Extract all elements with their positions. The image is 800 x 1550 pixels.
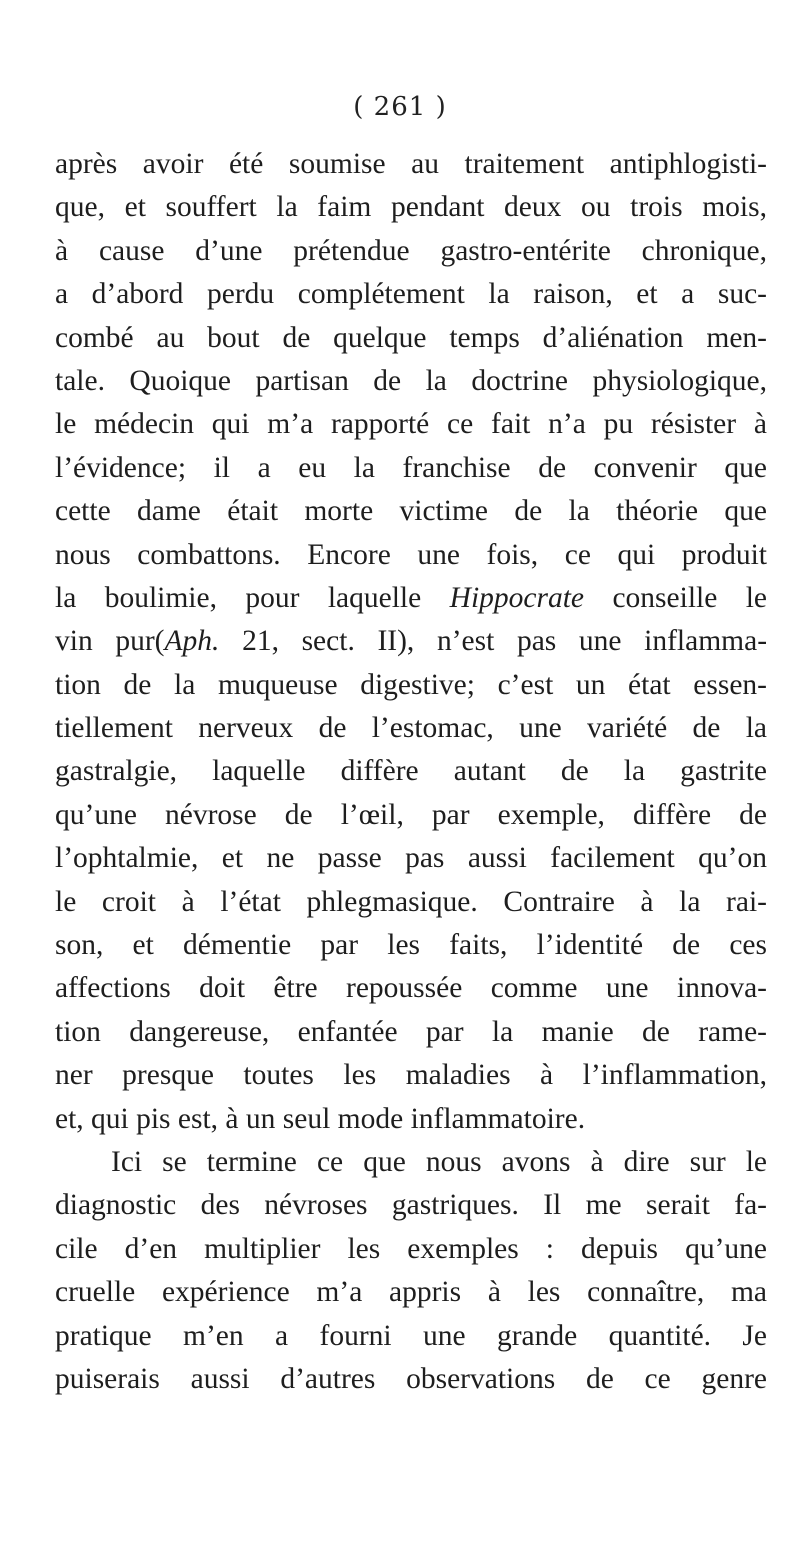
text-segment: vin pur( (55, 625, 165, 658)
text-line: nous combattons. Encore une fois, ce qui produit (55, 538, 767, 571)
text-line: l’évidence; il a eu la franchise de convenir que (55, 451, 767, 484)
text-line: cette dame était morte victime de la théorie que (55, 495, 767, 528)
text-line: ner presque toutes les maladies à l’inflammation, (55, 1059, 767, 1092)
text-segment: 21, sect. II), n’est pas une inflamma- (242, 625, 768, 658)
text-line: gastralgie, laquelle diffère autant de la gastrite (55, 755, 767, 788)
text-line: à cause d’une prétendue gastro-entérite chronique, (55, 234, 767, 267)
text-line: cile d’en multiplier les exemples : depuis qu’une (55, 1232, 767, 1265)
text-line: le médecin qui m’a rapporté ce fait n’a pu résister à (55, 408, 767, 441)
text-line: cruelle expérience m’a appris à les connaître, ma (55, 1276, 767, 1309)
text-line: son, et démentie par les faits, l’identité de ces (55, 929, 767, 962)
text-line: combé au bout de quelque temps d’aliénation men- (55, 321, 767, 354)
text-line: que, et souffert la faim pendant deux ou trois mois, (55, 191, 767, 224)
text-line: tale. Quoique partisan de la doctrine physiologique, (55, 364, 767, 397)
text-line: tiellement nerveux de l’estomac, une variété de la (55, 712, 767, 745)
page-number: ( 261 ) (353, 92, 447, 122)
text-line: tion dangereuse, enfantée par la manie de rame- (55, 1015, 767, 1048)
text-line: l’ophtalmie, et ne passe pas aussi facilement qu’on (55, 842, 767, 875)
text-line: après avoir été soumise au traitement antiphlogisti- (55, 148, 767, 180)
text-line: et, qui pis est, à un seul mode inflammatoire. (55, 1102, 586, 1135)
text-line: tion de la muqueuse digestive; c’est un état essen- (55, 668, 767, 701)
text-line: qu’une névrose de l’œil, par exemple, diffère de (55, 798, 767, 831)
paragraph-start-line: Ici se termine ce que nous avons à dire sur le (111, 1145, 767, 1178)
text-line: a d’abord perdu complétement la raison, et a suc- (55, 278, 767, 311)
text-line: puiserais aussi d’autres observations de ce genre (55, 1362, 767, 1395)
text-line-with-italic (55, 577, 767, 620)
body-text (55, 143, 767, 1401)
text-segment: la boulimie, pour laquelle (55, 581, 422, 614)
italic-name-hippocrate: Hippocrate (449, 581, 585, 614)
italic-abbrev-aph: Aph. (164, 625, 220, 658)
text-line: pratique m’en a fourni une grande quantité. Je (55, 1319, 767, 1352)
text-line: affections doit être repoussée comme une innova- (55, 972, 767, 1005)
text-line: diagnostic des névroses gastriques. Il me serait fa- (55, 1189, 767, 1222)
text-line: le croit à l’état phlegmasique. Contraire à la rai- (55, 885, 767, 918)
text-line-with-italic (55, 620, 767, 663)
text-segment: conseille le (612, 581, 768, 614)
